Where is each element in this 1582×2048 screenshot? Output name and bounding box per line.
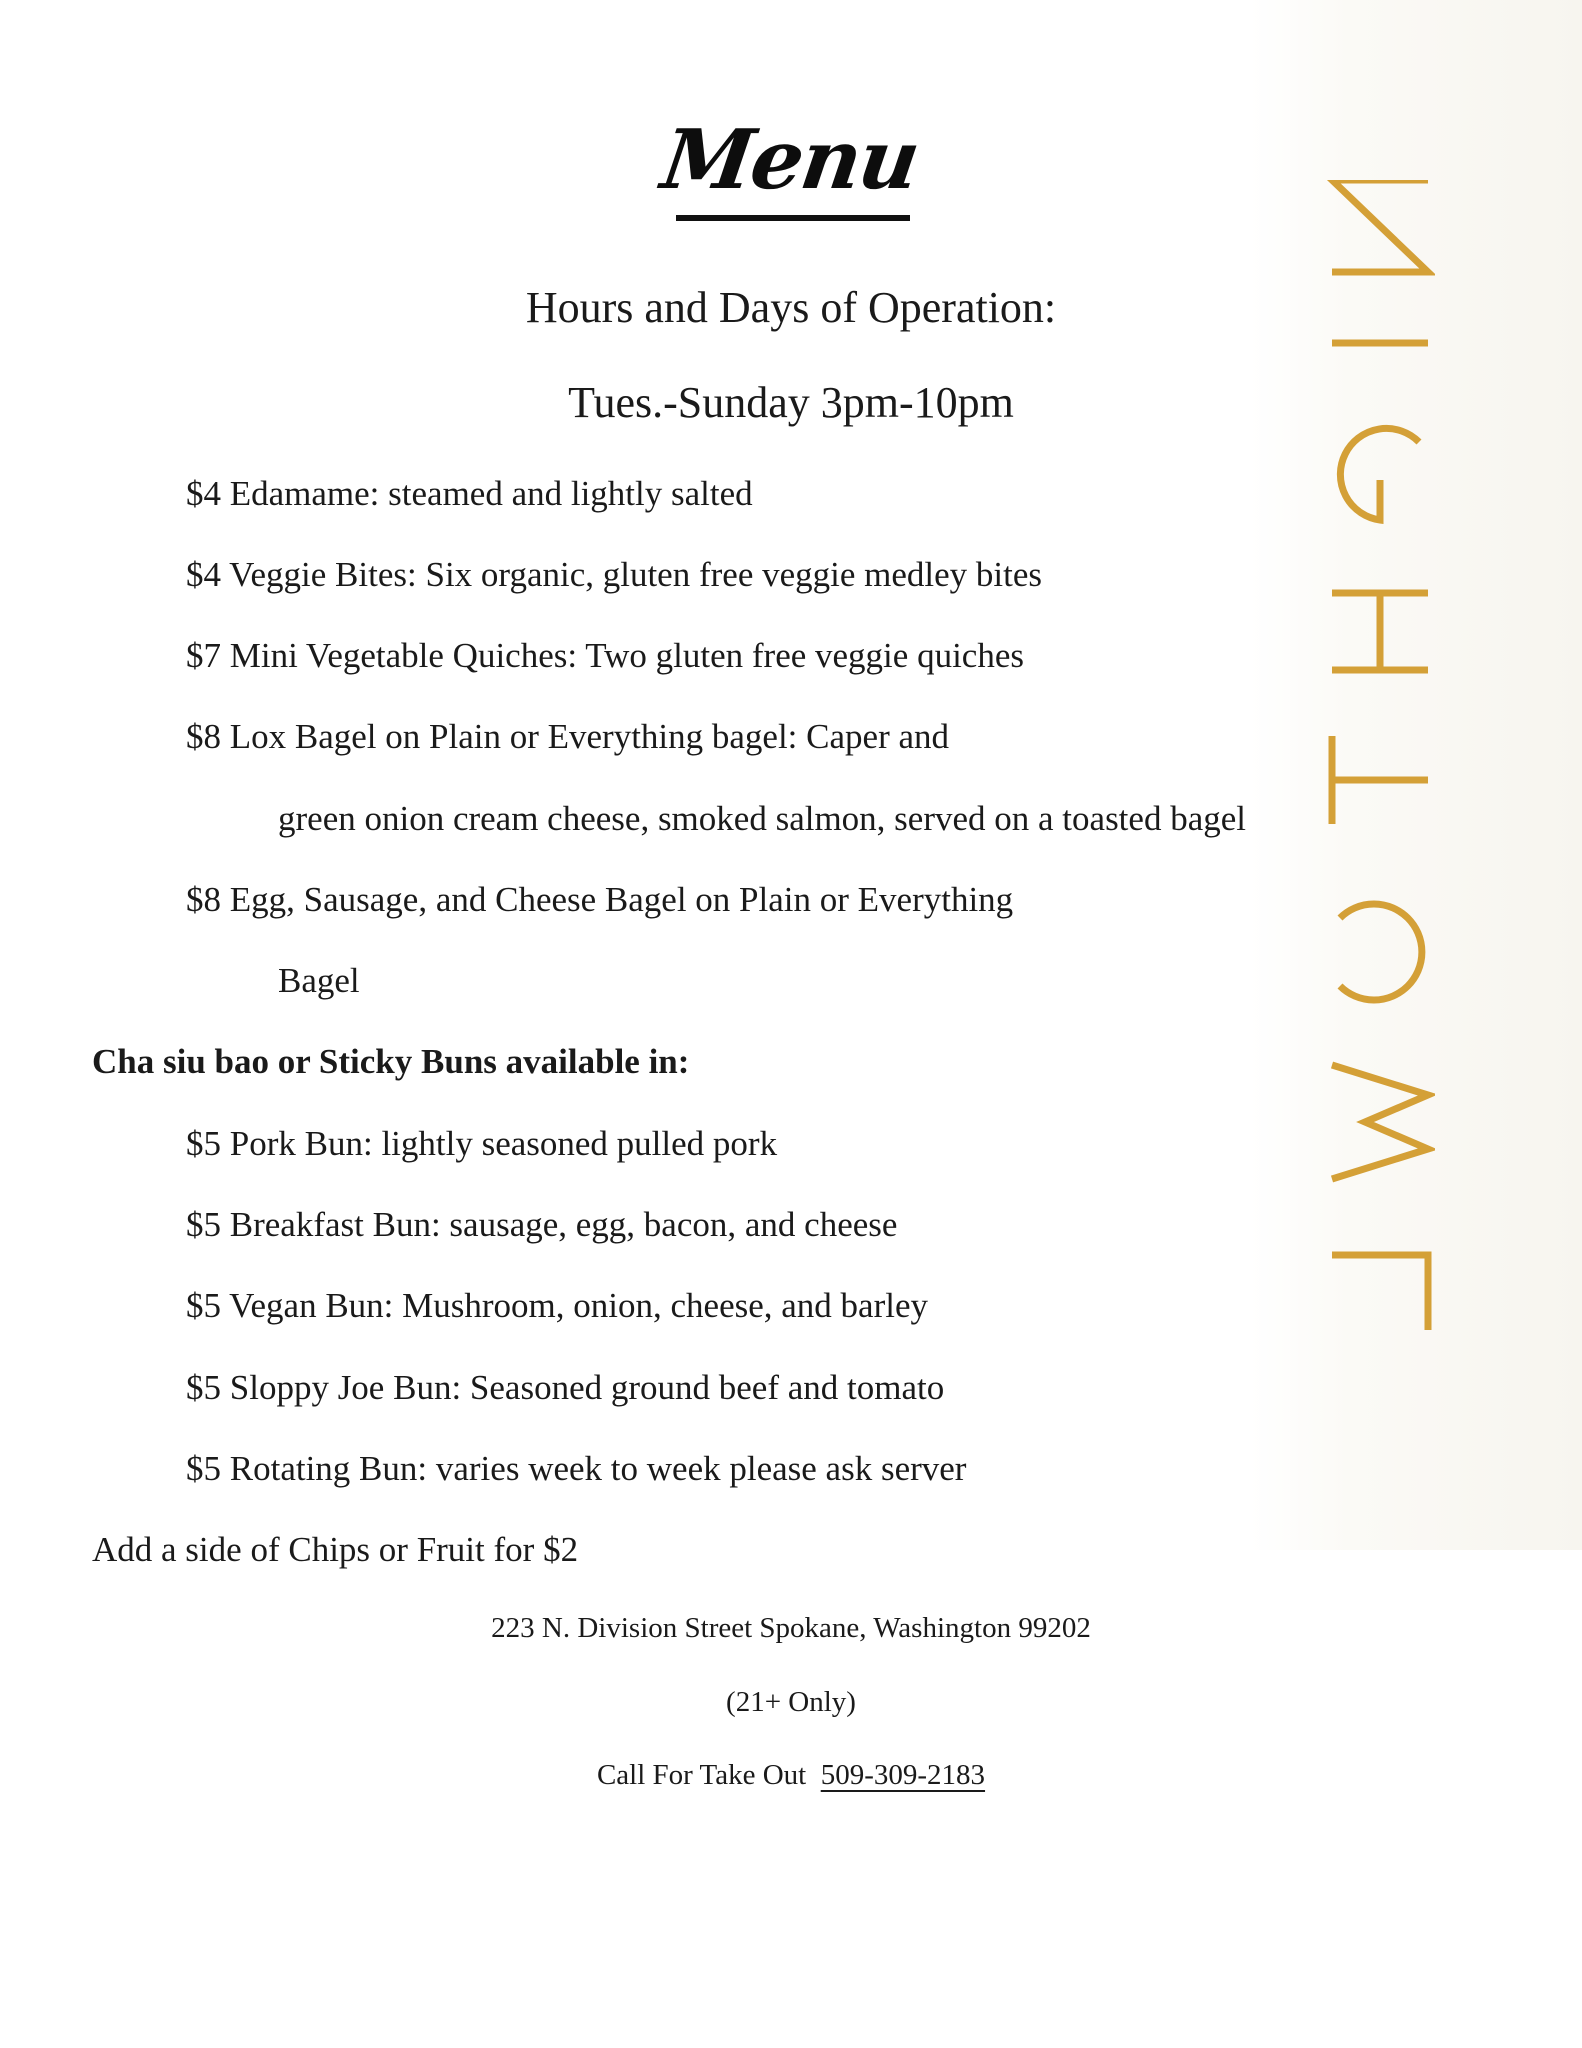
- footer-address: 223 N. Division Street Spokane, Washington 99202: [491, 1612, 1091, 1644]
- menu-item-lox-bagel: $8 Lox Bagel on Plain or Everything bagel: Caper and: [186, 717, 950, 756]
- phone-link[interactable]: 509-309-2183: [820, 1759, 986, 1791]
- call-label: Call For Take Out: [596, 1759, 807, 1791]
- menu-item-veggie-bites: $4 Veggie Bites: Six organic, gluten free veggie medley bites: [186, 555, 1043, 594]
- night-owl-logo: [1325, 180, 1435, 1350]
- menu-title: Menu: [656, 112, 924, 208]
- menu-item-lox-bagel-cont: green onion cream cheese, smoked salmon, served on a toasted bagel: [278, 799, 1246, 838]
- bun-item-pork: $5 Pork Bun: lightly seasoned pulled pork: [186, 1124, 778, 1163]
- bun-item-sloppy-joe: $5 Sloppy Joe Bun: Seasoned ground beef and tomato: [186, 1368, 945, 1407]
- bun-item-breakfast: $5 Breakfast Bun: sausage, egg, bacon, and cheese: [186, 1205, 898, 1244]
- side-note: Add a side of Chips or Fruit for $2: [92, 1530, 579, 1569]
- bun-item-vegan: $5 Vegan Bun: Mushroom, onion, cheese, and barley: [186, 1286, 928, 1325]
- bun-item-rotating: $5 Rotating Bun: varies week to week please ask server: [186, 1449, 967, 1488]
- buns-heading: Cha siu bao or Sticky Buns available in:: [92, 1042, 690, 1081]
- menu-item-edamame: $4 Edamame: steamed and lightly salted: [186, 474, 753, 513]
- footer-call: [0, 1759, 1582, 1792]
- menu-item-egg-bagel: $8 Egg, Sausage, and Cheese Bagel on Plain or Everything: [186, 880, 1014, 919]
- footer-age-restriction: (21+ Only): [726, 1686, 856, 1718]
- title-underline: [676, 215, 910, 221]
- menu-item-egg-bagel-cont: Bagel: [278, 961, 360, 1000]
- menu-item-mini-quiches: $7 Mini Vegetable Quiches: Two gluten free veggie quiches: [186, 636, 1024, 675]
- hours-label: Hours and Days of Operation:: [525, 283, 1057, 332]
- menu-title-wrap: [656, 105, 924, 215]
- hours-schedule: Tues.-Sunday 3pm-10pm: [568, 378, 1014, 427]
